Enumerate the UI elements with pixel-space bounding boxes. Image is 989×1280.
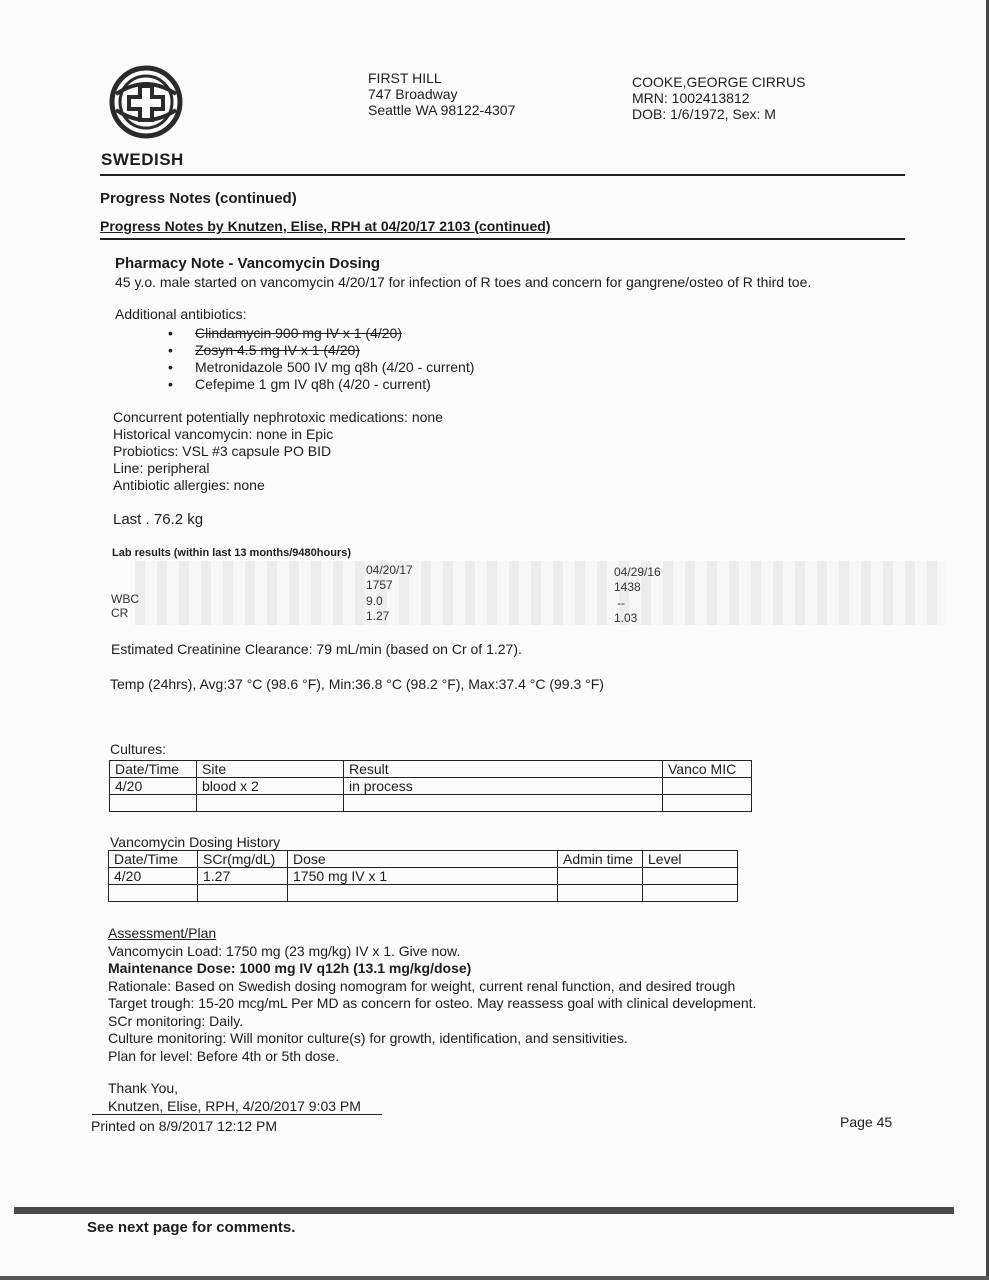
historical-vancomycin: Historical vancomycin: none in Epic: [113, 426, 334, 442]
lab-col2-date: 04/29/16: [614, 565, 661, 579]
table-cell: [663, 778, 752, 795]
vancomycin-load: Vancomycin Load: 1750 mg (23 mg/kg) IV x 1. Give now.: [108, 942, 461, 959]
lab-wbc-1: 9.0: [366, 594, 383, 608]
scan-edge-bottom: [0, 1276, 989, 1280]
antibiotic-item: • Cefepime 1 gm IV q8h (4/20 - current): [168, 376, 431, 392]
lab-col2-time: 1438: [614, 580, 641, 594]
table-cell: [198, 885, 288, 902]
see-next-page-note: See next page for comments.: [87, 1219, 296, 1236]
table-row: [109, 868, 738, 885]
cultures-table: [109, 760, 752, 812]
swedish-logo-mark: [106, 64, 186, 142]
antibiotic-item: • Clindamycin 900 mg IV x 1 (4/20): [168, 325, 402, 341]
table-cell: [558, 885, 643, 902]
scr-monitoring: SCr monitoring: Daily.: [108, 1012, 244, 1029]
weight: Last . 76.2 kg: [113, 511, 204, 528]
assessment-section: [108, 925, 756, 1065]
lab-col1-time: 1757: [366, 578, 393, 592]
patient-info: [632, 74, 805, 122]
additional-antibiotics-label: Additional antibiotics:: [115, 306, 247, 322]
table-row: [110, 795, 752, 812]
dosing-history-table: [108, 850, 738, 902]
creatinine-clearance: Estimated Creatinine Clearance: 79 mL/min (based on Cr of 1.27).: [111, 641, 522, 657]
assessment-label: Assessment/Plan: [108, 925, 217, 941]
antibiotic-item: • Metronidazole 500 IV mg q8h (4/20 - current): [168, 359, 475, 375]
dosing-header-dose: Dose: [288, 851, 558, 868]
dosing-header-level: Level: [643, 851, 738, 868]
culture-monitoring: Culture monitoring: Will monitor culture(s) for growth, identification, and sensitivities.: [108, 1030, 628, 1046]
table-header-row: [110, 761, 752, 778]
table-cell: [643, 868, 738, 885]
table-cell: [643, 885, 738, 902]
lab-cr-1: 1.27: [366, 609, 390, 623]
footer-bar: [14, 1207, 954, 1214]
table-cell: in process: [344, 778, 663, 795]
antibiotic-list: [168, 325, 568, 393]
section-title: Progress Notes (continued): [100, 190, 297, 207]
probiotics: Probiotics: VSL #3 capsule PO BID: [113, 443, 332, 459]
dosing-header-admin-time: Admin time: [558, 851, 643, 868]
rationale: Rationale: Based on Swedish dosing nomogram for weight, current renal function, and desired trough: [108, 977, 736, 994]
table-cell: 4/20: [110, 778, 197, 795]
facility-city: Seattle WA 98122-4307: [368, 102, 516, 118]
dosing-history-label: Vancomycin Dosing History: [110, 834, 281, 850]
lab-wbc-label: WBC: [111, 592, 139, 606]
header-divider: [100, 174, 905, 176]
table-cell: [109, 885, 198, 902]
intro-text: 45 y.o. male started on vancomycin 4/20/17 for infection of R toes and concern for gangrene/osteo of R third toe.: [115, 274, 812, 290]
footer-divider: [92, 1114, 382, 1115]
cultures-header-result: Result: [344, 761, 663, 778]
lab-col1-date: 04/20/17: [366, 563, 413, 577]
table-cell: [558, 868, 643, 885]
signoff-thanks: Thank You,: [108, 1080, 179, 1096]
antibiotic-allergies: Antibiotic allergies: none: [113, 477, 265, 493]
table-header-row: [109, 851, 738, 868]
nephrotoxic-meds: Concurrent potentially nephrotoxic medications: none: [113, 409, 443, 425]
table-cell: [288, 885, 558, 902]
table-row: [110, 778, 752, 795]
table-cell: blood x 2: [197, 778, 344, 795]
lab-cr-2: 1.03: [614, 611, 638, 625]
cultures-header-site: Site: [197, 761, 344, 778]
note-title: Progress Notes by Knutzen, Elise, RPH at 04/20/17 2103 (continued): [100, 218, 551, 234]
clinical-info: [113, 409, 443, 494]
table-cell: [110, 795, 197, 812]
antibiotic-item: • Zosyn 4.5 mg IV x 1 (4/20): [168, 342, 360, 358]
cultures-header-datetime: Date/Time: [110, 761, 197, 778]
logo-text: SWEDISH: [101, 150, 184, 169]
dosing-header-datetime: Date/Time: [109, 851, 198, 868]
cultures-label: Cultures:: [110, 741, 167, 757]
lab-shading: [135, 561, 945, 625]
signoff: [108, 1079, 361, 1115]
table-cell: [197, 795, 344, 812]
pharmacy-title: Pharmacy Note - Vancomycin Dosing: [115, 255, 381, 272]
signoff-author: Knutzen, Elise, RPH, 4/20/2017 9:03 PM: [108, 1098, 361, 1114]
table-cell: 1.27: [198, 868, 288, 885]
dosing-header-scr: SCr(mg/dL): [198, 851, 288, 868]
maintenance-dose: Maintenance Dose: 1000 mg IV q12h (13.1 mg/kg/dose): [108, 960, 472, 976]
facility-name: FIRST HILL: [368, 70, 442, 86]
table-row: [109, 885, 738, 902]
temperature: Temp (24hrs), Avg:37 °C (98.6 °F), Min:36.8 °C (98.2 °F), Max:37.4 °C (99.3 °F): [110, 676, 604, 692]
printed-on: Printed on 8/9/2017 12:12 PM: [91, 1118, 278, 1134]
facility-street: 747 Broadway: [368, 86, 458, 102]
lab-results-title: Lab results (within last 13 months/9480hours): [112, 547, 351, 559]
lab-wbc-2: --: [617, 596, 625, 610]
table-cell: [344, 795, 663, 812]
table-cell: [663, 795, 752, 812]
cultures-header-mic: Vanco MIC: [663, 761, 752, 778]
target-trough: Target trough: 15-20 mcg/mL Per MD as concern for osteo. May reassess goal with clinical development.: [108, 995, 757, 1011]
page-number: Page 45: [840, 1114, 893, 1130]
patient-mrn: MRN: 1002413812: [632, 90, 750, 106]
patient-name: COOKE,GEORGE CIRRUS: [632, 74, 806, 90]
swedish-logo: [106, 64, 186, 142]
table-cell: 1750 mg IV x 1: [288, 868, 558, 885]
patient-dob: DOB: 1/6/1972, Sex: M: [632, 106, 776, 122]
note-divider: [100, 238, 905, 240]
plan-for-level: Plan for level: Before 4th or 5th dose.: [108, 1047, 340, 1064]
facility-address: [368, 70, 515, 118]
line-type: Line: peripheral: [113, 460, 210, 476]
table-cell: 4/20: [109, 868, 198, 885]
lab-cr-label: CR: [111, 606, 129, 620]
